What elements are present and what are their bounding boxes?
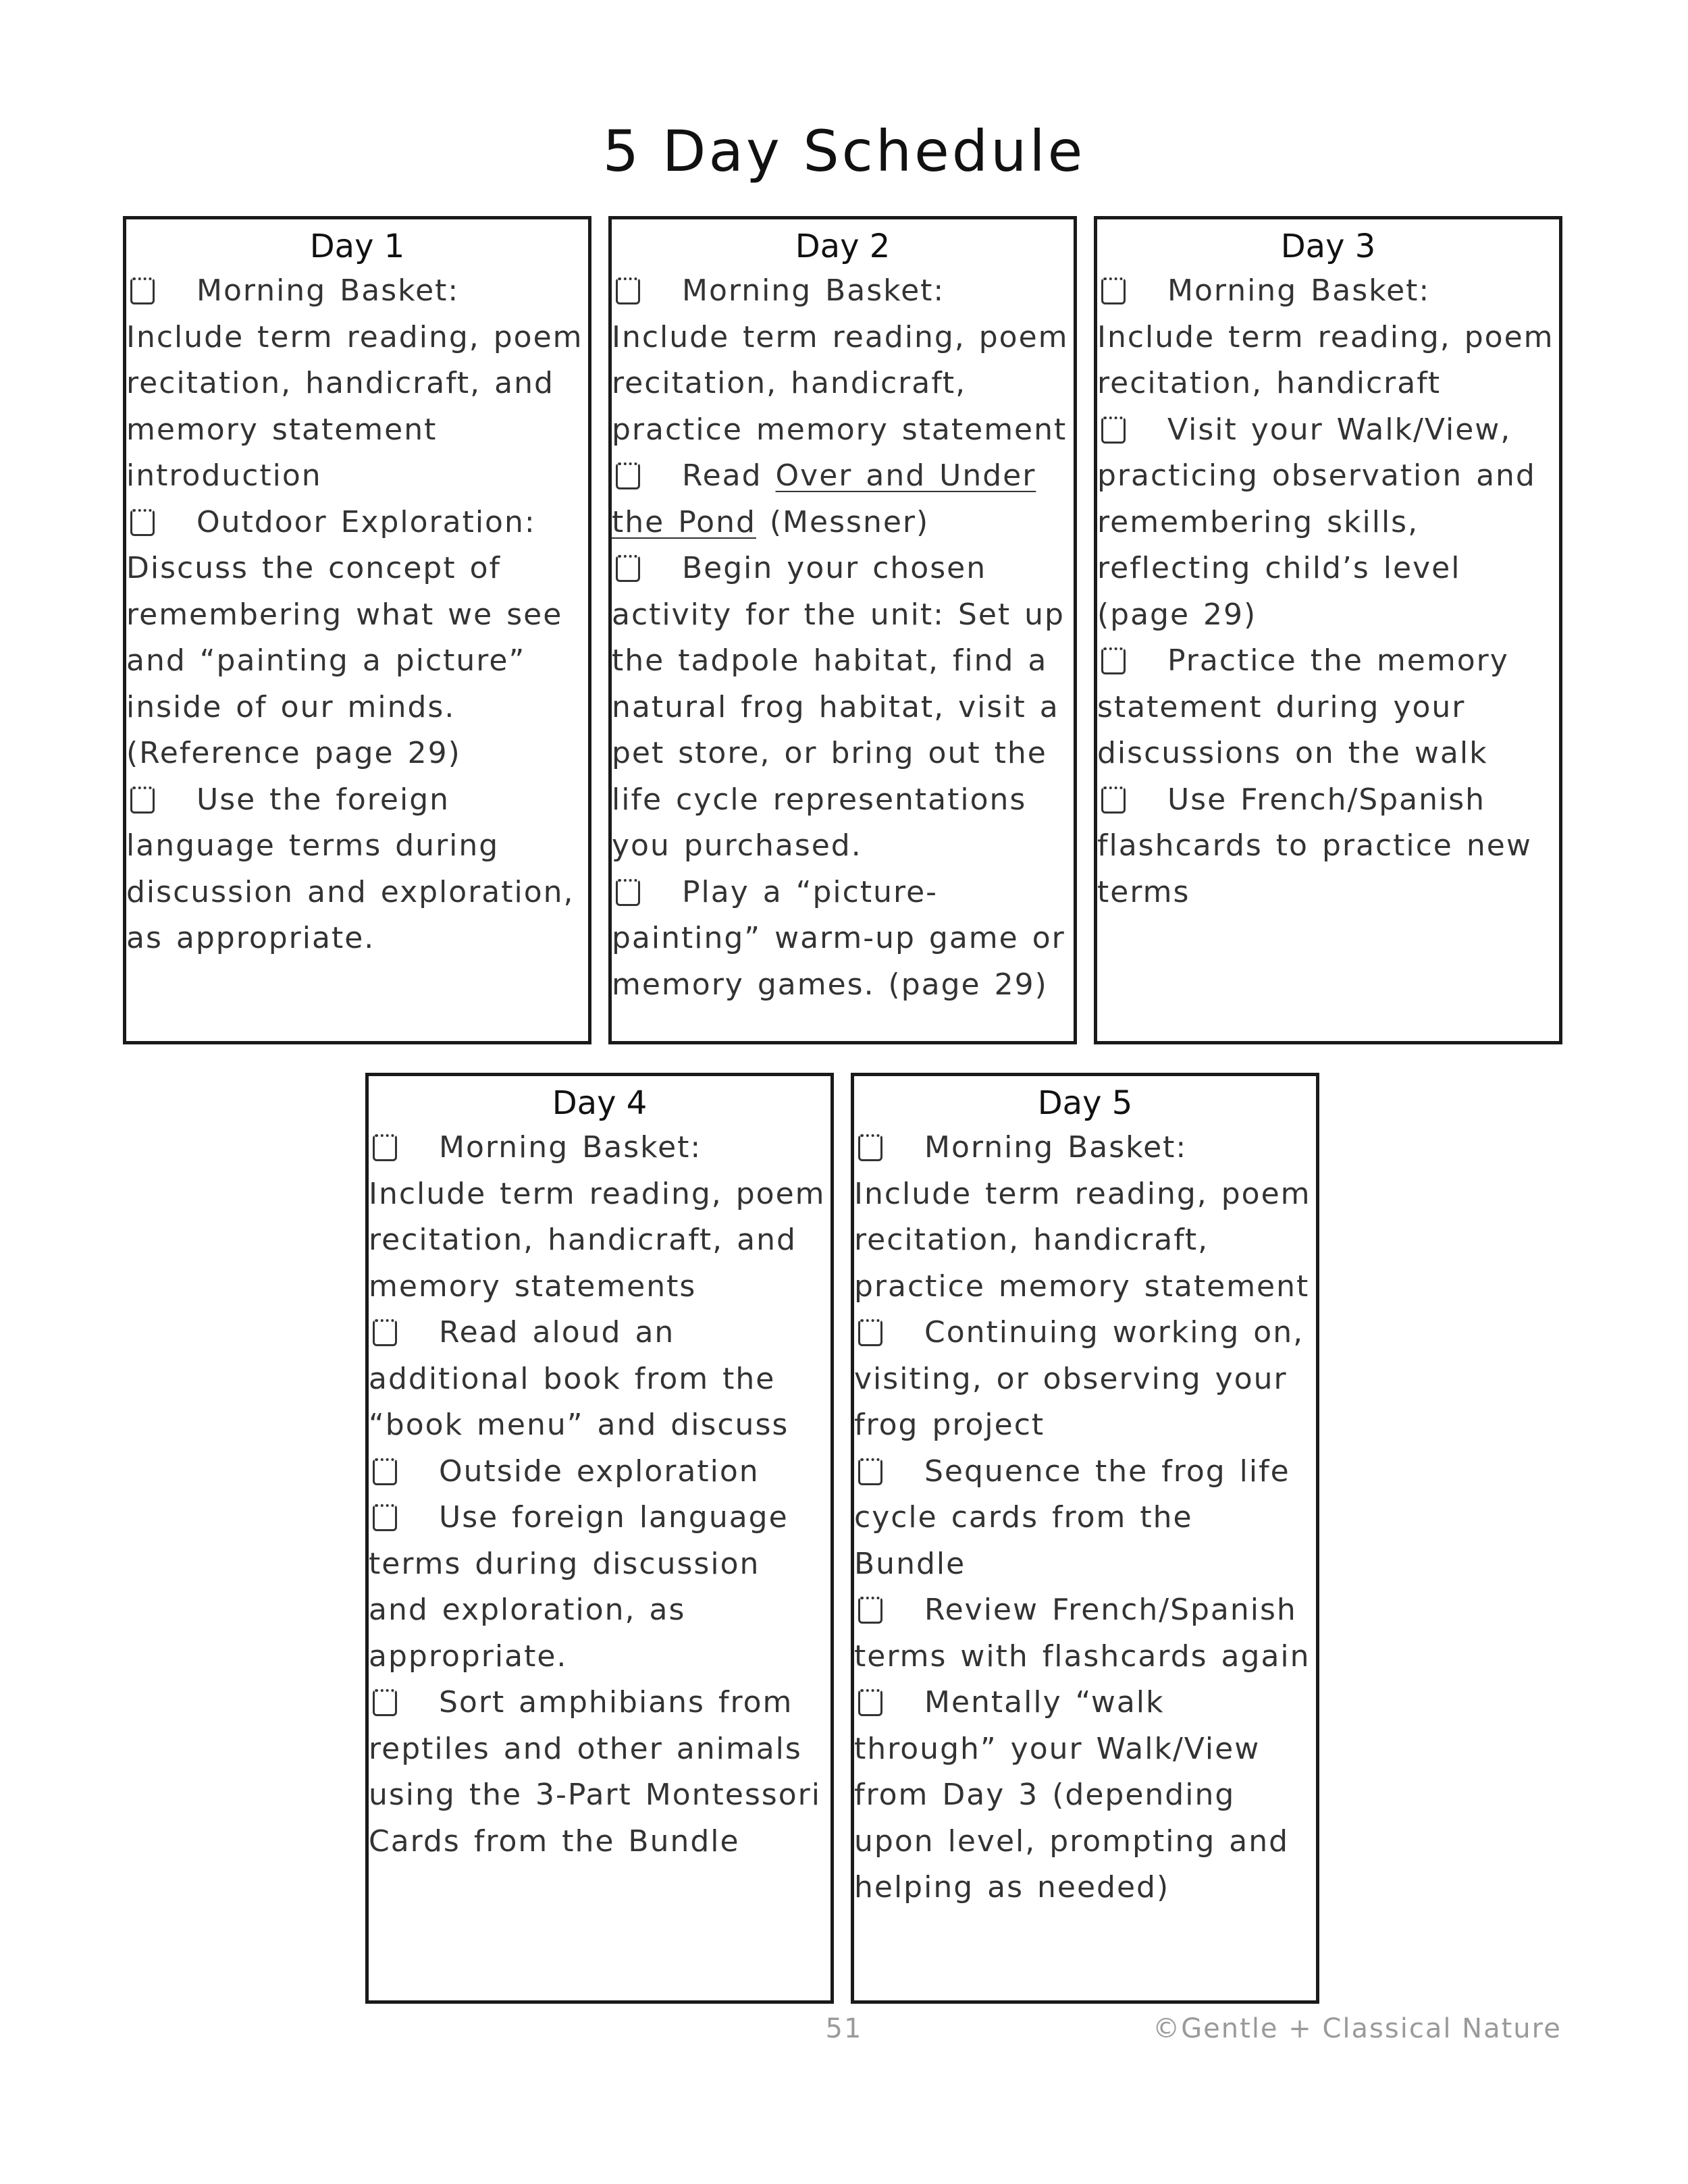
page-number: 51 bbox=[825, 2013, 863, 2044]
checkbox-icon[interactable] bbox=[373, 1504, 397, 1531]
task-item bbox=[126, 500, 588, 777]
task-item bbox=[369, 1680, 830, 1865]
task-text: Morning Basket: Include term reading, poem recitation, handicraft, practice memory statement bbox=[854, 1130, 1311, 1304]
task-item bbox=[126, 268, 588, 500]
checkbox-icon[interactable] bbox=[1101, 647, 1126, 674]
task-text-prefix: Read bbox=[682, 458, 776, 493]
task-item bbox=[1097, 268, 1559, 407]
task-text: Sort amphibians from reptiles and other animals using the 3-Part Montessori Cards from the Bundle bbox=[369, 1685, 821, 1859]
task-item bbox=[612, 870, 1074, 1009]
task-list bbox=[854, 1125, 1316, 1911]
task-item bbox=[612, 545, 1074, 870]
task-text: Use foreign language terms during discussion and exploration, as appropriate. bbox=[369, 1500, 789, 1674]
task-item bbox=[854, 1587, 1316, 1680]
task-item bbox=[854, 1449, 1316, 1588]
task-text: Read aloud an additional book from the “book menu” and discuss bbox=[369, 1315, 789, 1442]
page-title: 5 Day Schedule bbox=[602, 118, 1086, 184]
task-item bbox=[369, 1495, 830, 1680]
task-item bbox=[1097, 777, 1559, 916]
task-item bbox=[612, 453, 1074, 545]
day-4-card bbox=[365, 1073, 834, 2004]
checkbox-icon[interactable] bbox=[373, 1689, 397, 1716]
checkbox-icon[interactable] bbox=[1101, 417, 1126, 444]
task-text: Review French/Spanish terms with flashcards again bbox=[854, 1593, 1311, 1674]
task-text: Outside exploration bbox=[439, 1454, 760, 1489]
task-text: Morning Basket: Include term reading, poem recitation, handicraft bbox=[1097, 273, 1554, 400]
checkbox-icon[interactable] bbox=[616, 277, 640, 304]
checkbox-icon[interactable] bbox=[616, 879, 640, 906]
checkbox-icon[interactable] bbox=[858, 1689, 882, 1716]
task-item bbox=[369, 1310, 830, 1449]
task-text: Use French/Spanish flashcards to practice new terms bbox=[1097, 782, 1532, 909]
task-list bbox=[369, 1125, 830, 1865]
day-2-card bbox=[608, 216, 1077, 1044]
checkbox-icon[interactable] bbox=[616, 555, 640, 582]
checkbox-icon[interactable] bbox=[1101, 787, 1126, 814]
task-text: Continuing working on, visiting, or observing your frog project bbox=[854, 1315, 1304, 1442]
task-list bbox=[1097, 268, 1559, 915]
task-text-suffix: (Messner) bbox=[756, 504, 930, 539]
task-text: Morning Basket: Include term reading, poem recitation, handicraft, and memory statements bbox=[369, 1130, 826, 1304]
checkbox-icon[interactable] bbox=[858, 1319, 882, 1346]
day-3-card bbox=[1094, 216, 1562, 1044]
task-item bbox=[1097, 638, 1559, 777]
task-item bbox=[854, 1680, 1316, 1911]
checkbox-icon[interactable] bbox=[616, 462, 640, 489]
copyright-notice: ©Gentle + Classical Nature bbox=[1153, 2013, 1562, 2044]
checkbox-icon[interactable] bbox=[130, 509, 155, 536]
day-heading: Day 5 bbox=[1037, 1084, 1133, 1122]
task-text: Mentally “walk through” your Walk/View from Day 3 (depending upon level, prompting and helping as needed) bbox=[854, 1685, 1290, 1905]
task-text: Visit your Walk/View, practicing observation and remembering skills, reflecting child’s level (page 29) bbox=[1097, 412, 1536, 632]
task-item bbox=[369, 1449, 830, 1495]
task-item bbox=[854, 1310, 1316, 1449]
day-heading: Day 3 bbox=[1280, 228, 1376, 265]
day-heading: Day 1 bbox=[309, 228, 405, 265]
book-title: Over and Under the Pond bbox=[612, 458, 1036, 539]
checkbox-icon[interactable] bbox=[130, 787, 155, 814]
task-list bbox=[126, 268, 588, 962]
task-item bbox=[1097, 407, 1559, 639]
task-list bbox=[612, 268, 1074, 1008]
task-item bbox=[126, 777, 588, 962]
task-item bbox=[854, 1125, 1316, 1310]
day-1-card bbox=[123, 216, 591, 1044]
day-5-card bbox=[851, 1073, 1319, 2004]
task-text: Begin your chosen activity for the unit: Set up the tadpole habitat, find a natural frog habitat, visit a pet store, or bring out the life cycle representations you purchased. bbox=[612, 551, 1065, 863]
checkbox-icon[interactable] bbox=[373, 1134, 397, 1161]
checkbox-icon[interactable] bbox=[130, 277, 155, 304]
checkbox-icon[interactable] bbox=[858, 1597, 882, 1624]
task-text: Use the foreign language terms during discussion and exploration, as appropriate. bbox=[126, 782, 575, 955]
checkbox-icon[interactable] bbox=[373, 1319, 397, 1346]
task-text: Morning Basket: Include term reading, poem recitation, handicraft, and memory statement introduction bbox=[126, 273, 583, 493]
task-text: Morning Basket: Include term reading, poem recitation, handicraft, practice memory statement bbox=[612, 273, 1069, 447]
task-item bbox=[612, 268, 1074, 453]
day-heading: Day 2 bbox=[795, 228, 891, 265]
task-text: Practice the memory statement during your discussions on the walk bbox=[1097, 643, 1509, 770]
checkbox-icon[interactable] bbox=[1101, 277, 1126, 304]
checkbox-icon[interactable] bbox=[373, 1458, 397, 1485]
day-heading: Day 4 bbox=[552, 1084, 648, 1122]
task-text: Play a “picture-painting” warm-up game or memory games. (page 29) bbox=[612, 874, 1065, 1002]
task-text: Sequence the frog life cycle cards from the Bundle bbox=[854, 1454, 1290, 1581]
task-item bbox=[369, 1125, 830, 1310]
task-text: Outdoor Exploration: Discuss the concept of remembering what we see and “painting a picture” inside of our minds. (Reference page 29) bbox=[126, 504, 563, 770]
checkbox-icon[interactable] bbox=[858, 1458, 882, 1485]
checkbox-icon[interactable] bbox=[858, 1134, 882, 1161]
